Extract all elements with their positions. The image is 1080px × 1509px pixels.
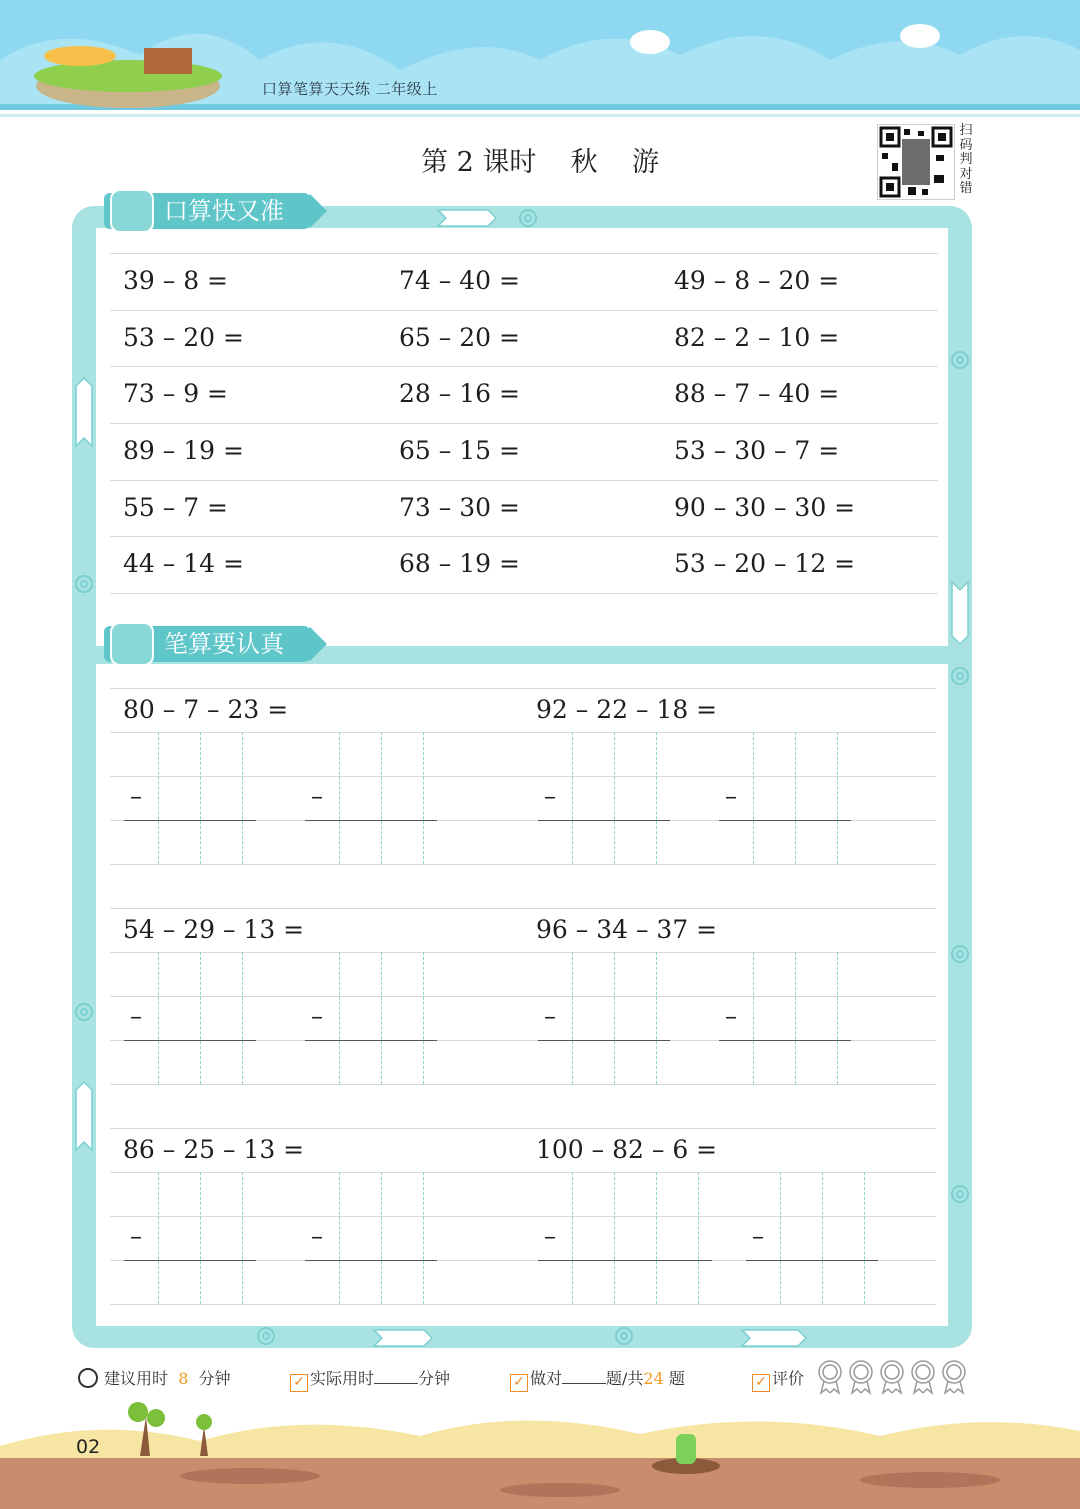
medal-icon[interactable] (819, 1361, 841, 1393)
grid-column (837, 952, 838, 1084)
grid-column (339, 732, 340, 864)
written-problem: 92 – 22 – 18 = (536, 695, 718, 724)
lesson-label: 第 2 课时 (420, 147, 537, 178)
mental-problem: 88 – 7 – 40 = (674, 379, 840, 408)
minus-sign: – (725, 782, 737, 810)
minus-sign: – (130, 1002, 142, 1030)
answer-underline (538, 1040, 670, 1041)
grid-column (614, 732, 615, 864)
minus-sign: – (544, 1002, 556, 1030)
series-title: 口算笔算天天练 二年级上 (262, 80, 438, 98)
check-icon: ✓ (752, 1374, 770, 1392)
actual-time (290, 1366, 450, 1392)
grid-line (110, 1304, 936, 1305)
grid-column (158, 952, 159, 1084)
qr-code-icon[interactable] (877, 124, 955, 200)
grid-column (572, 732, 573, 864)
grid-line (110, 864, 936, 865)
grid-column (381, 1172, 382, 1304)
question-unit: 题 (668, 1369, 685, 1388)
grid-column (822, 1172, 823, 1304)
grid-column (423, 1172, 424, 1304)
rating-label: 评价 (772, 1369, 805, 1388)
grid-line (110, 952, 936, 953)
lesson-name: 秋 游 (570, 147, 660, 178)
mental-problem: 53 – 20 = (123, 323, 244, 352)
answer-underline (538, 820, 670, 821)
mental-problem: 73 – 9 = (123, 379, 229, 408)
suggested-minutes: 8 (178, 1369, 189, 1388)
written-problem: 54 – 29 – 13 = (123, 915, 305, 944)
grid-column (200, 1172, 201, 1304)
mental-problem: 82 – 2 – 10 = (674, 323, 840, 352)
grid-column (795, 952, 796, 1084)
alarm-clock-icon (78, 1368, 98, 1388)
answer-underline (719, 1040, 851, 1041)
check-icon: ✓ (510, 1374, 528, 1392)
grid-column (200, 952, 201, 1084)
answer-underline (538, 1260, 712, 1261)
answer-underline (305, 1040, 437, 1041)
minus-sign: – (544, 1222, 556, 1250)
grid-column (200, 732, 201, 864)
grid-column (158, 732, 159, 864)
grid-column (656, 952, 657, 1084)
medal-icon[interactable] (850, 1361, 872, 1393)
grid-column (572, 1172, 573, 1304)
minutes-unit: 分钟 (418, 1369, 451, 1388)
grid-line (110, 688, 936, 689)
grid-column (339, 1172, 340, 1304)
rating (752, 1366, 804, 1392)
rocket-icon (110, 189, 154, 233)
qr-label: 扫码判对错 (959, 123, 973, 196)
mental-problem: 65 – 15 = (399, 436, 520, 465)
minus-sign: – (725, 1002, 737, 1030)
medal-icon[interactable] (881, 1361, 903, 1393)
mental-problem: 28 – 16 = (399, 379, 520, 408)
mental-problem: 90 – 30 – 30 = (674, 493, 856, 522)
written-problem: 86 – 25 – 13 = (123, 1135, 305, 1164)
mental-problem: 55 – 7 = (123, 493, 229, 522)
suggested-time-label: 建议用时 (104, 1369, 169, 1388)
mental-problem: 39 – 8 = (123, 266, 229, 295)
grid-column (614, 952, 615, 1084)
section-tab-written (104, 626, 310, 662)
mental-problem: 89 – 19 = (123, 436, 244, 465)
medal-icon[interactable] (943, 1361, 965, 1393)
question-total: 24 (643, 1369, 664, 1388)
answer-underline (719, 820, 851, 821)
minus-sign: – (311, 1002, 323, 1030)
grid-line (110, 1216, 936, 1217)
minus-sign: – (311, 1222, 323, 1250)
grid-column (423, 952, 424, 1084)
grid-column (242, 952, 243, 1084)
section-title-written: 笔算要认真 (164, 630, 284, 658)
grid-column (656, 732, 657, 864)
answer-underline (746, 1260, 878, 1261)
written-math-panel (96, 664, 948, 1326)
grid-line (110, 1172, 936, 1173)
check-icon: ✓ (290, 1374, 308, 1392)
actual-time-blank[interactable] (374, 1369, 418, 1384)
written-problem: 80 – 7 – 23 = (123, 695, 289, 724)
grid-column (795, 732, 796, 864)
grid-column (837, 732, 838, 864)
question-total-prefix: 题/共 (606, 1369, 644, 1388)
grid-column (864, 1172, 865, 1304)
grid-column (381, 732, 382, 864)
answer-underline (305, 1260, 437, 1261)
grid-line (110, 732, 936, 733)
mental-problem: 68 – 19 = (399, 549, 520, 578)
grid-line (110, 908, 936, 909)
page-number: 02 (76, 1436, 101, 1458)
answer-underline (124, 1040, 256, 1041)
suggested-time (78, 1366, 231, 1389)
grid-column (656, 1172, 657, 1304)
minus-sign: – (752, 1222, 764, 1250)
actual-time-label: 实际用时 (310, 1369, 375, 1388)
section-title-mental: 口算快又准 (164, 197, 284, 225)
rating-medals (816, 1358, 976, 1396)
minus-sign: – (544, 782, 556, 810)
mental-problem: 49 – 8 – 20 = (674, 266, 840, 295)
grid-column (753, 732, 754, 864)
ground-illustration (0, 1396, 1080, 1509)
correct-count-blank[interactable] (562, 1369, 606, 1384)
mental-problem: 53 – 20 – 12 = (674, 549, 856, 578)
answer-underline (305, 820, 437, 821)
minus-sign: – (130, 1222, 142, 1250)
minus-sign: – (130, 782, 142, 810)
answer-underline (124, 820, 256, 821)
grid-column (242, 732, 243, 864)
grid-column (158, 1172, 159, 1304)
mental-problem: 44 – 14 = (123, 549, 244, 578)
grid-column (614, 1172, 615, 1304)
written-problem: 100 – 82 – 6 = (536, 1135, 718, 1164)
medal-icon[interactable] (912, 1361, 934, 1393)
answer-underline (124, 1260, 256, 1261)
grid-column (339, 952, 340, 1084)
pencil-hand-icon (110, 622, 154, 666)
grid-line (110, 996, 936, 997)
header-banner (0, 0, 1080, 118)
correct-label: 做对 (530, 1369, 563, 1388)
score (510, 1366, 685, 1392)
grid-column (753, 952, 754, 1084)
grid-column (780, 1172, 781, 1304)
written-problem: 96 – 34 – 37 = (536, 915, 718, 944)
minutes-unit: 分钟 (198, 1369, 231, 1388)
minus-sign: – (311, 782, 323, 810)
mental-problem: 74 – 40 = (399, 266, 520, 295)
grid-column (242, 1172, 243, 1304)
grid-column (572, 952, 573, 1084)
grid-column (423, 732, 424, 864)
grid-line (110, 1084, 936, 1085)
grid-column (381, 952, 382, 1084)
mental-problem: 73 – 30 = (399, 493, 520, 522)
section-tab-mental (104, 193, 310, 229)
grid-line (110, 1128, 936, 1129)
grid-line (110, 776, 936, 777)
mental-problem: 53 – 30 – 7 = (674, 436, 840, 465)
mental-problem: 65 – 20 = (399, 323, 520, 352)
grid-column (698, 1172, 699, 1304)
